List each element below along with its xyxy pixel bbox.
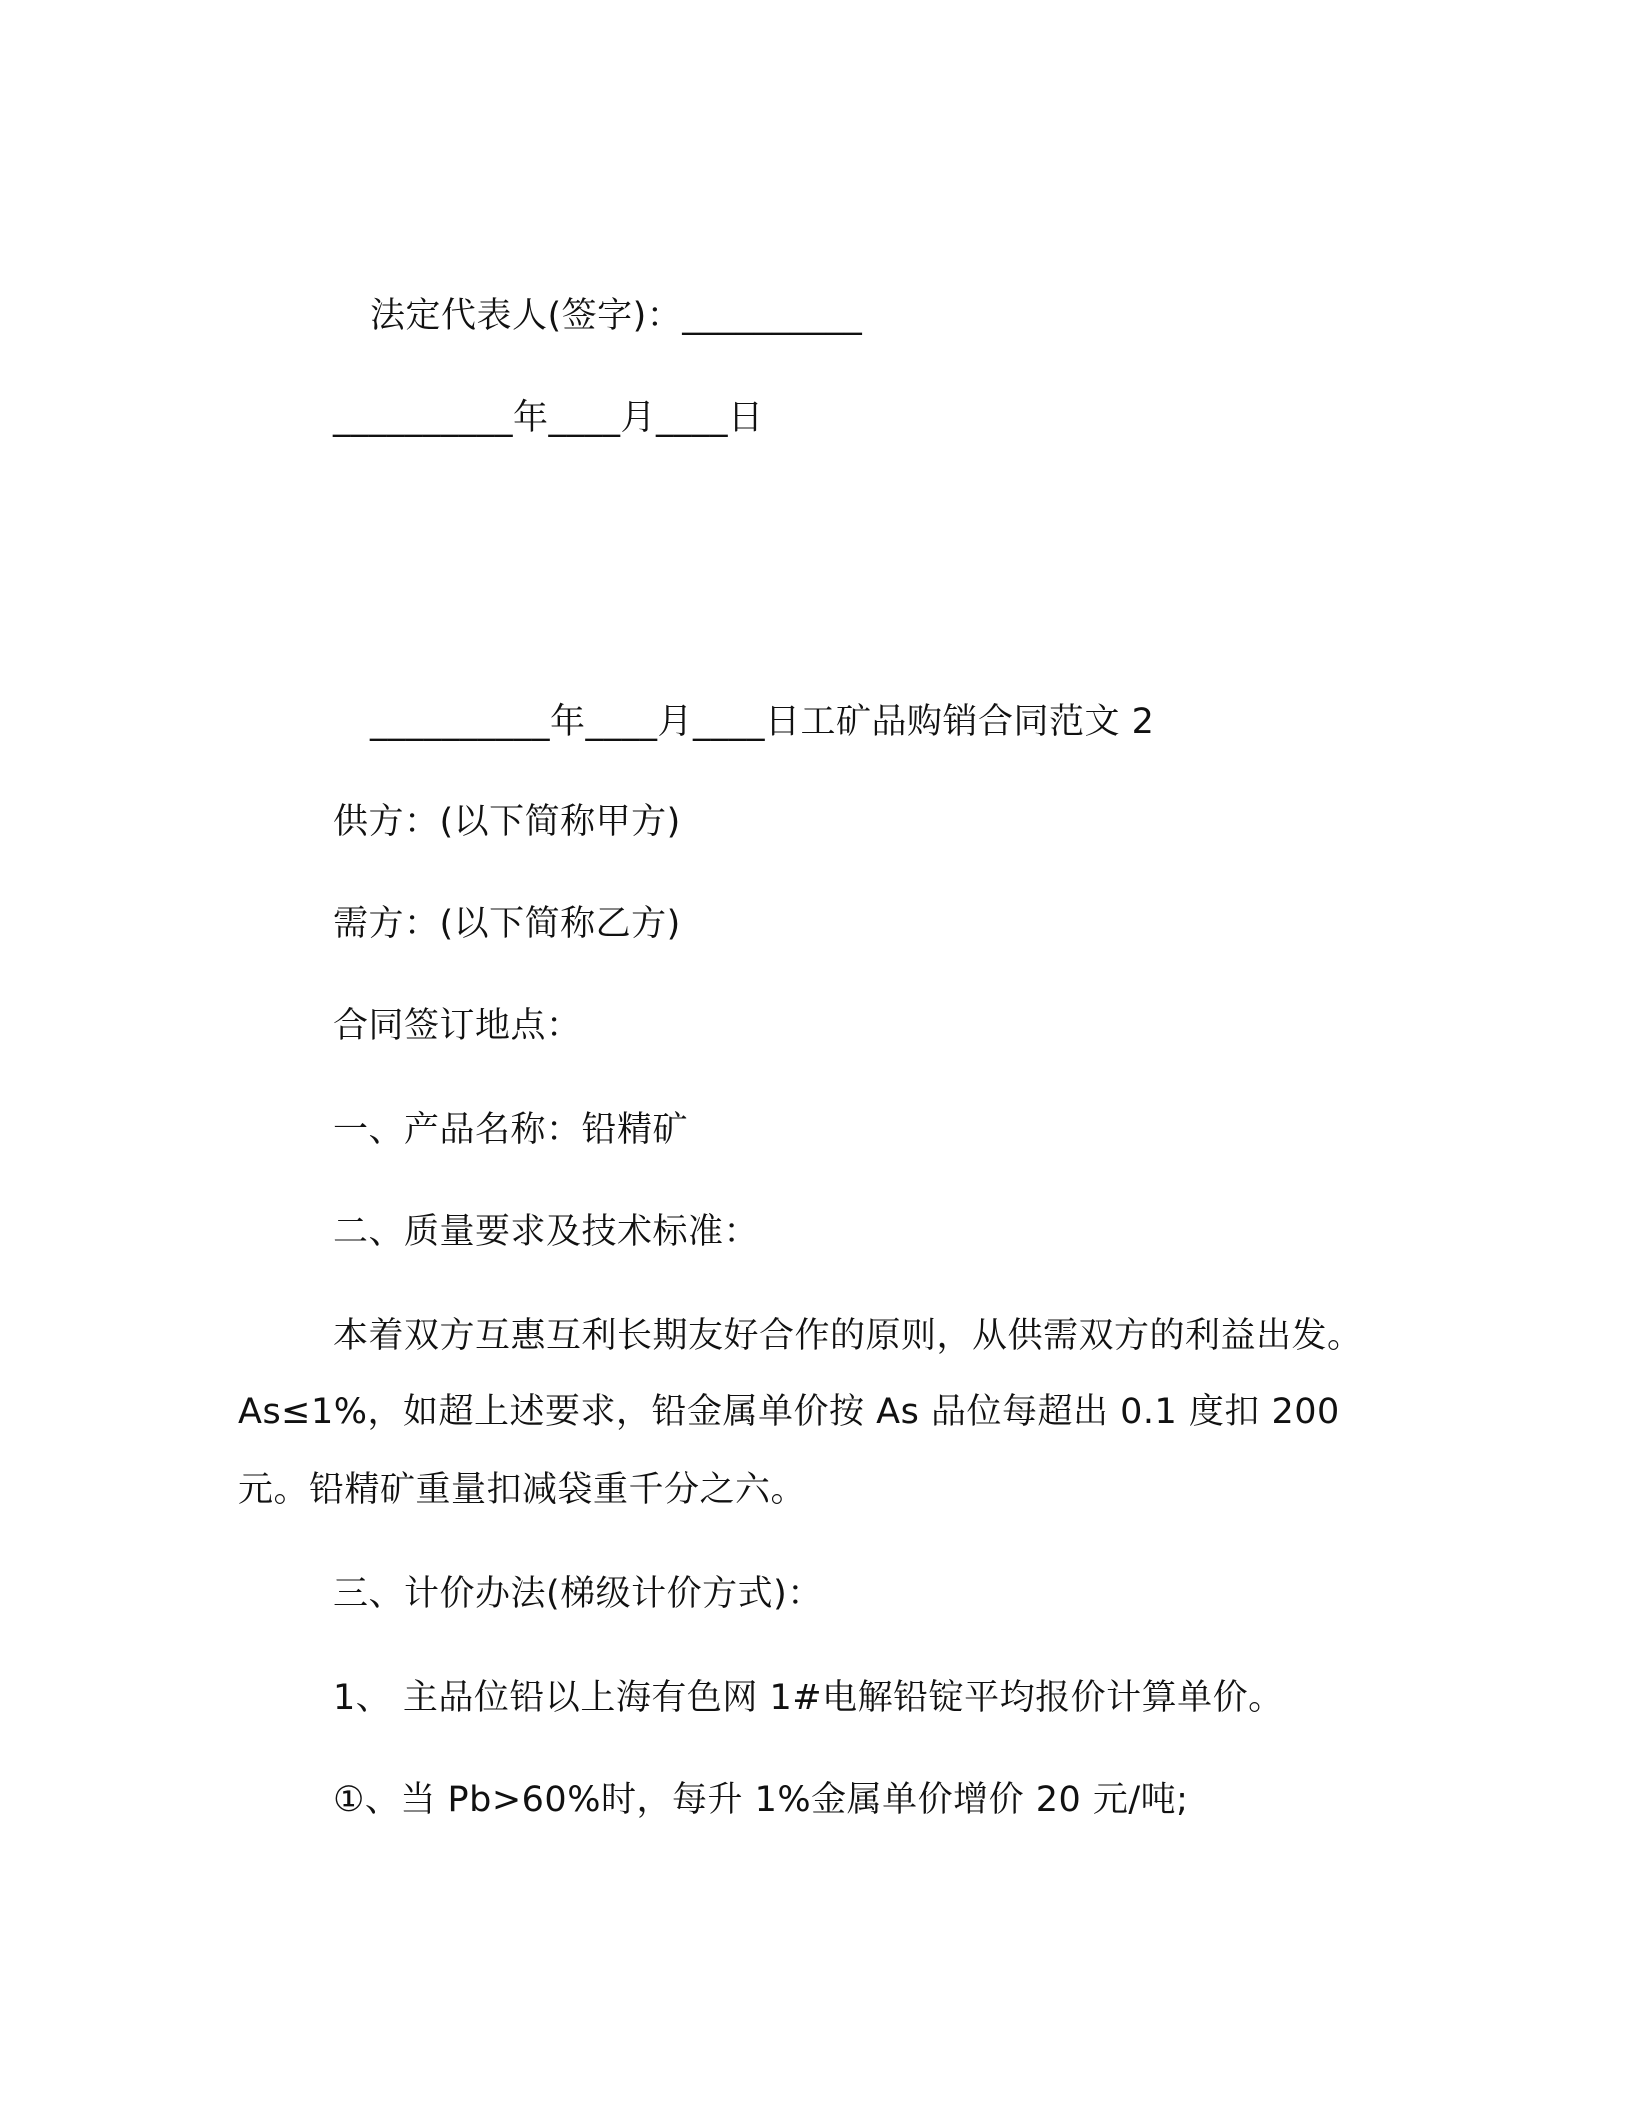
signing-place-line: 合同签订地点：	[333, 1006, 582, 1046]
section-3-heading: 三、计价办法(梯级计价方式)：	[333, 1574, 823, 1614]
item-1a: ①、当 Pb>60%时，每升 1%金属单价增价 20 元/吨;	[333, 1780, 1189, 1820]
paragraph-1-line-2: As≤1%，如超上述要求，铅金属单价按 As 品位每超出 0.1 度扣 200	[238, 1392, 1340, 1432]
date-line: __________年____月____日	[333, 398, 764, 438]
paragraph-1-line-1: 本着双方互惠互利长期友好合作的原则，从供需双方的利益出发。	[333, 1316, 1363, 1356]
signature-line: 法定代表人(签字)：__________	[370, 296, 863, 336]
item-1: 1、 主品位铅以上海有色网 1#电解铅锭平均报价计算单价。	[333, 1678, 1284, 1718]
section-1-heading: 一、产品名称：铅精矿	[333, 1110, 689, 1150]
supplier-line: 供方：(以下简称甲方)	[333, 802, 681, 842]
section-2-heading: 二、质量要求及技术标准：	[333, 1212, 760, 1252]
buyer-line: 需方：(以下简称乙方)	[333, 904, 681, 944]
document-title: __________年____月____日工矿品购销合同范文 2	[370, 702, 1155, 742]
paragraph-1-line-3: 元。铅精矿重量扣减袋重千分之六。	[238, 1470, 807, 1510]
